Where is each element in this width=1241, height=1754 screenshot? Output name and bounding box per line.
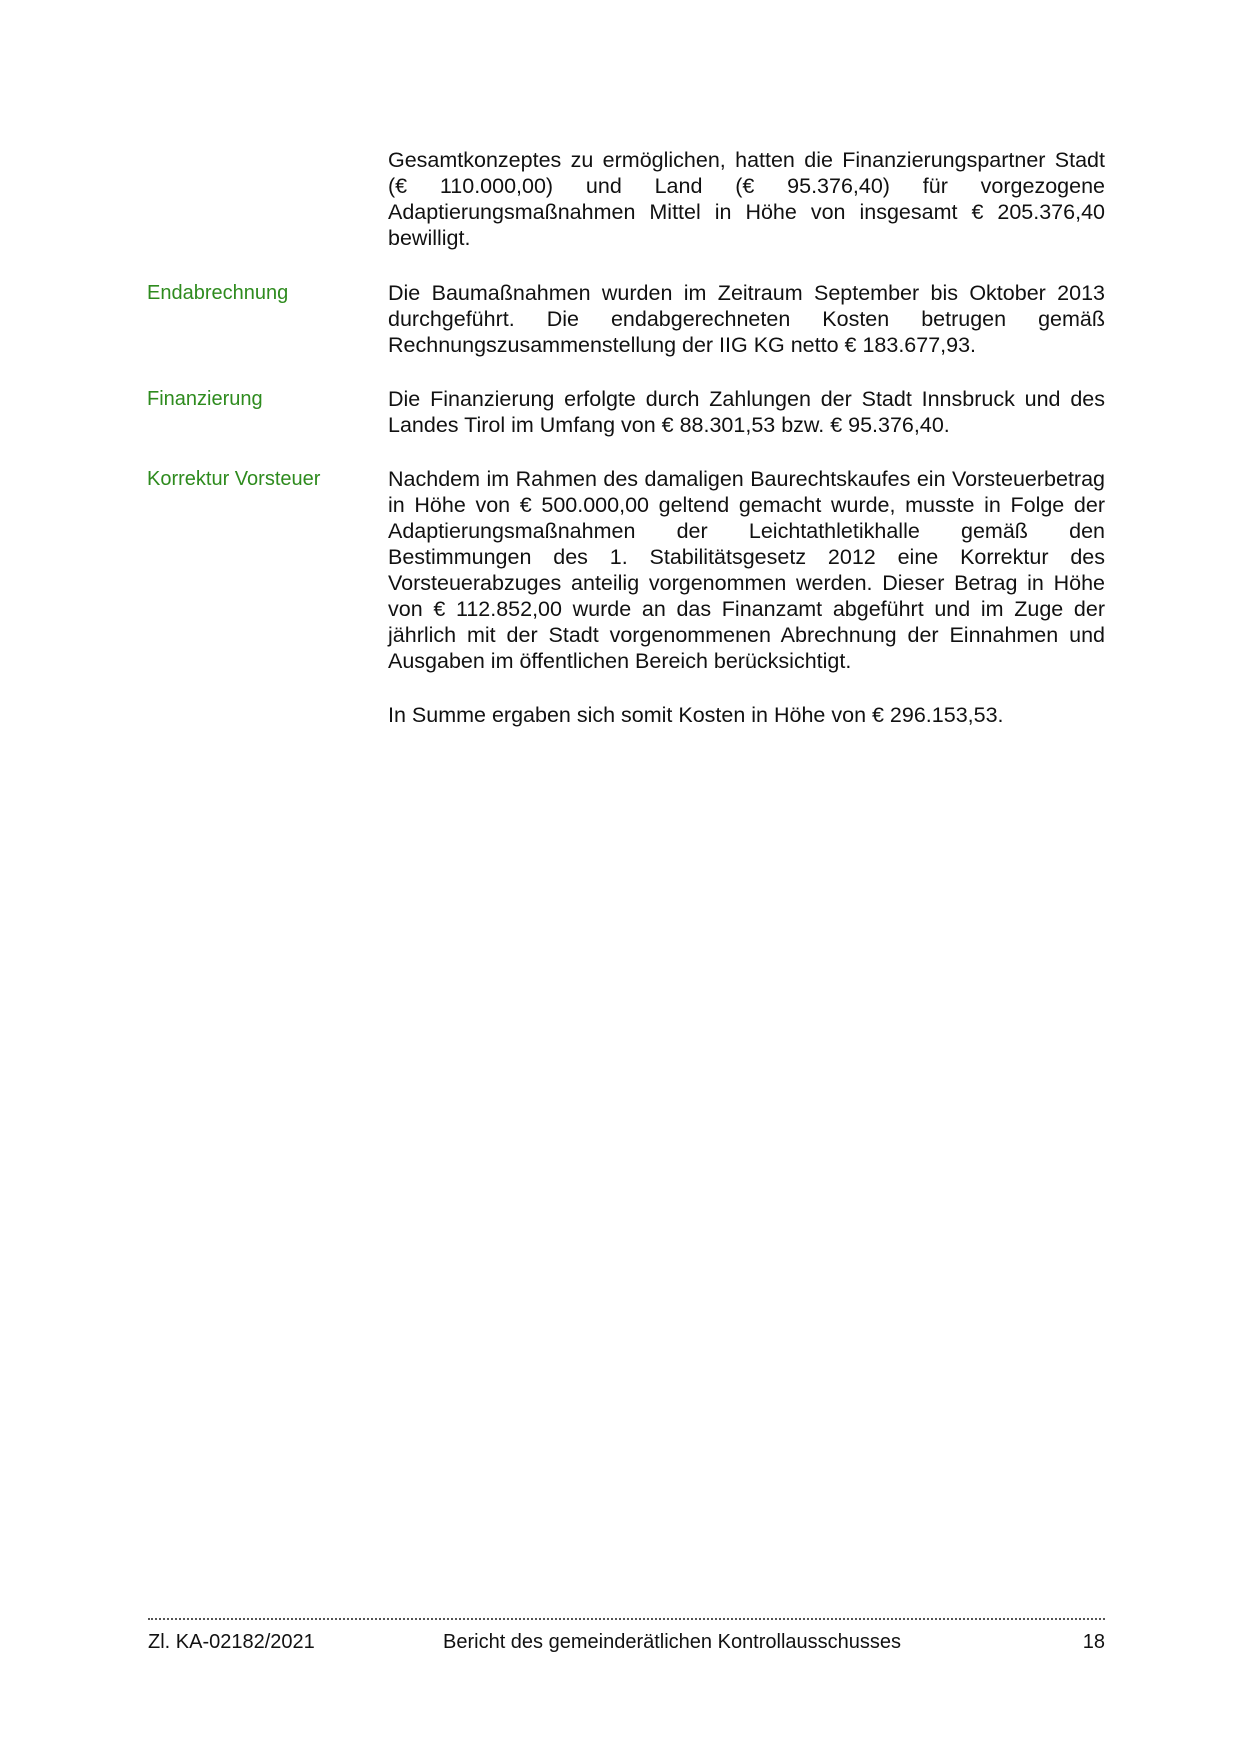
margin-note-endabrechnung: Endabrechnung (147, 282, 289, 304)
footer-reference: Zl. KA-02182/2021 (148, 1631, 315, 1653)
paragraph-korrektur-vorsteuer: Nachdem im Rahmen des damaligen Baurechtskaufes ein Vorsteuerbetrag in Höhe von € 500.000,00 geltend gemacht wurde, musste in Folge der Adaptierungsmaßnahmen der Leichtathletikhalle gemäß den Bestimmungen des 1. Stabilitätsgesetz 2012 eine Korrektur des Vorsteuerabzuges anteilig vorgenommen werden. Dieser Betrag in Höhe von € 112.852,00 wurde an das Finanzamt abgeführt und im Zuge der jährlich mit der Stadt vorgenommenen Abrechnung der Einnahmen und Ausgaben im öffentlichen Bereich berücksichtigt. (388, 467, 1105, 673)
paragraph-summe: In Summe ergaben sich somit Kosten in Höhe von € 296.153,53. (388, 703, 1004, 727)
margin-note-korrektur-vorsteuer: Korrektur Vorsteuer (147, 468, 321, 490)
footer-page-number: 18 (1082, 1631, 1105, 1653)
paragraph-endabrechnung: Die Baumaßnahmen wurden im Zeitraum September bis Oktober 2013 durchgeführt. Die endabgerechneten Kosten betrugen gemäß Rechnungszusammenstellung der IIG KG netto € 183.677,93. (388, 281, 1105, 357)
footer-title: Bericht des gemeinderätlichen Kontrollausschusses (443, 1631, 902, 1653)
paragraph-intro: Gesamtkonzeptes zu ermöglichen, hatten die Finanzierungspartner Stadt (€ 110.000,00) und Land (€ 95.376,40) für vorgezogene Adaptierungsmaßnahmen Mittel in Höhe von insgesamt € 205.376,40 bewilligt. (388, 148, 1105, 250)
page-footer (148, 1628, 1105, 1656)
paragraph-finanzierung: Die Finanzierung erfolgte durch Zahlungen der Stadt Innsbruck und des Landes Tirol im Umfang von € 88.301,53 bzw. € 95.376,40. (388, 387, 1105, 437)
footer-divider (148, 1618, 1105, 1620)
margin-note-finanzierung: Finanzierung (147, 388, 263, 410)
